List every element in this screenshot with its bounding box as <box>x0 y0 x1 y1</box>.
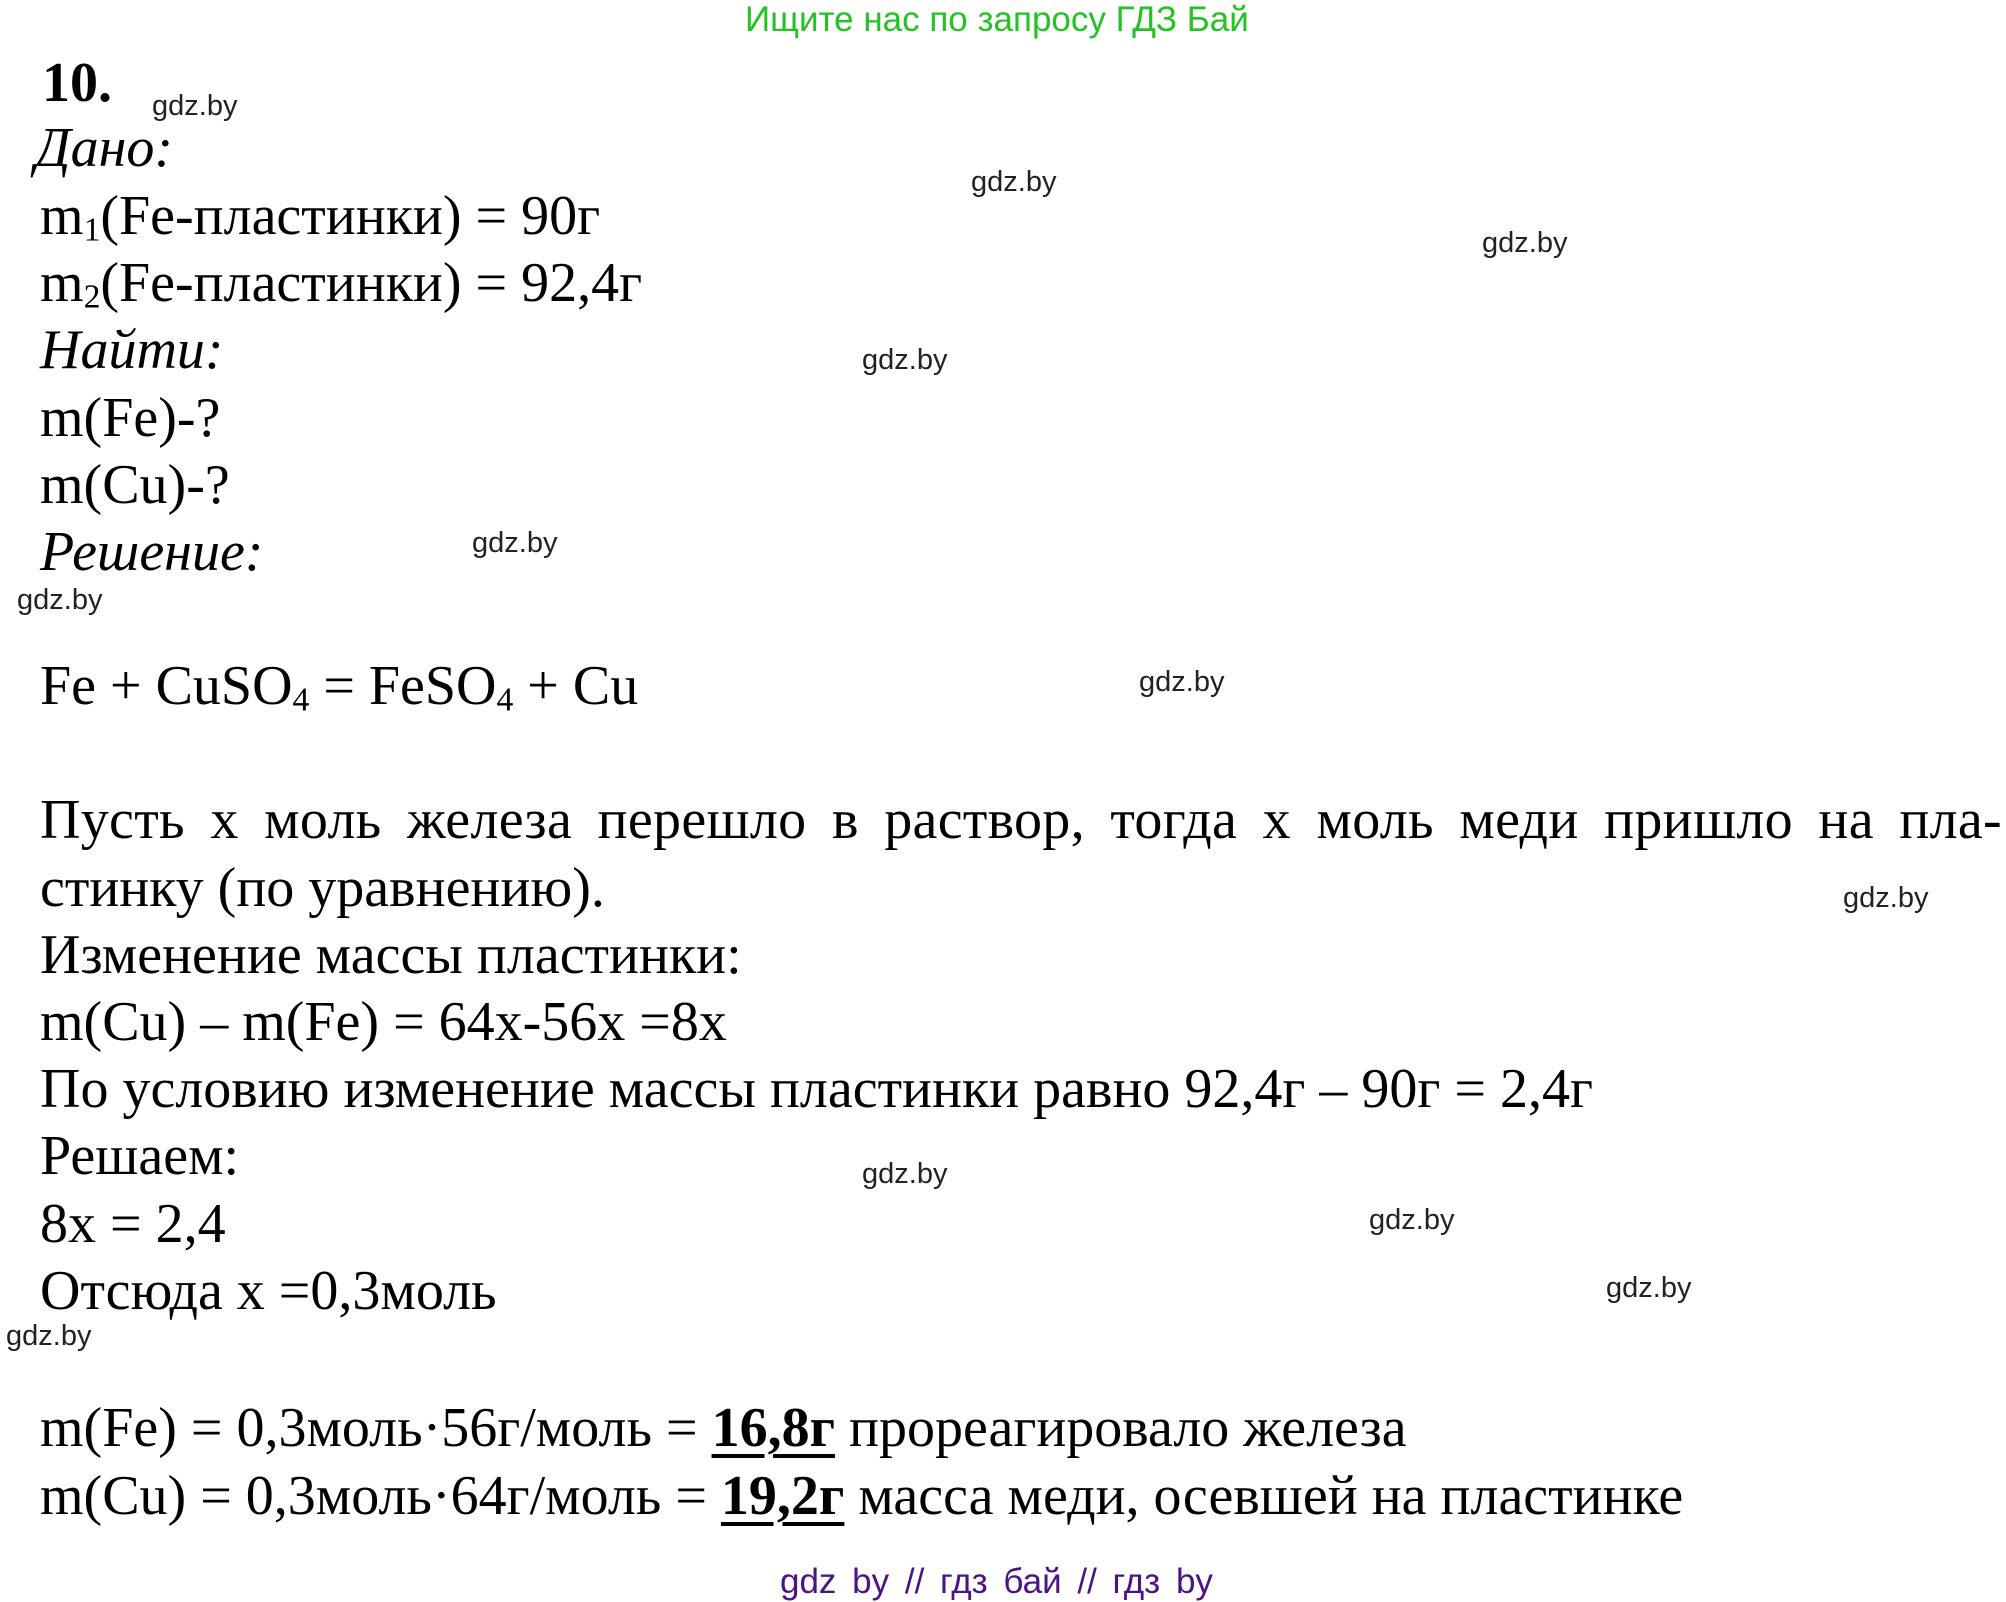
solution-line-7: 8x = 2,4 <box>40 1193 226 1255</box>
given-1-sub: 1 <box>83 211 101 249</box>
watermark: gdz.by <box>862 344 948 376</box>
eq-sub-1: 4 <box>292 681 310 719</box>
result-cu-pre: m(Cu) = 0,3моль·64г/моль = <box>40 1465 721 1527</box>
watermark: gdz.by <box>1369 1204 1455 1236</box>
watermark: gdz.by <box>472 527 558 559</box>
result-fe-pre: m(Fe) = 0,3моль·56г/моль = <box>40 1397 712 1459</box>
eq-part-3: + Cu <box>513 655 639 717</box>
footer-watermark: gdz by // гдз бай // гдз by <box>780 1562 1213 1601</box>
solution-line-2: стинку (по уравнению). <box>40 857 605 919</box>
watermark: gdz.by <box>1139 666 1225 698</box>
given-2-prefix: m <box>40 252 84 314</box>
eq-sub-2: 4 <box>496 681 514 719</box>
result-fe-answer: 16,8г <box>711 1397 835 1459</box>
solution-line-1: Пусть х моль железа перешло в раствор, тогда х моль меди пришло на пла- <box>40 789 2002 851</box>
watermark: gdz.by <box>6 1320 92 1352</box>
find-label: Найти: <box>40 319 224 381</box>
given-2-sub: 2 <box>83 278 101 316</box>
result-cu <box>40 1465 1684 1527</box>
eq-part-2: = FeSO <box>309 655 497 717</box>
watermark: gdz.by <box>1482 227 1568 259</box>
watermark: gdz.by <box>971 166 1057 198</box>
given-1-rest: (Fe-пластинки) = 90г <box>100 185 601 247</box>
solution-line-5: По условию изменение массы пластинки равно 92,4г – 90г = 2,4г <box>40 1058 1593 1120</box>
task-number: 10. <box>42 52 112 114</box>
given-line-2 <box>40 252 643 316</box>
watermark: gdz.by <box>862 1158 948 1190</box>
given-2-rest: (Fe-пластинки) = 92,4г <box>100 252 643 314</box>
solution-line-6: Решаем: <box>40 1125 240 1187</box>
solution-line-3: Изменение массы пластинки: <box>40 924 742 986</box>
solution-line-8: Отсюда x =0,3моль <box>40 1260 497 1322</box>
given-line-1 <box>40 185 601 249</box>
solution-label: Решение: <box>40 521 264 583</box>
result-cu-post: масса меди, осевшей на пластинке <box>844 1465 1684 1527</box>
watermark: gdz.by <box>152 90 238 122</box>
find-item-fe: m(Fe)-? <box>40 387 221 449</box>
given-1-prefix: m <box>40 185 84 247</box>
result-fe <box>40 1397 1407 1459</box>
watermark: gdz.by <box>1843 882 1929 914</box>
result-fe-post: прореагировало железа <box>835 1397 1407 1459</box>
eq-part-1: Fe + CuSO <box>40 655 293 717</box>
solution-line-4: m(Cu) – m(Fe) = 64x-56x =8x <box>40 991 727 1053</box>
result-cu-answer: 19,2г <box>720 1465 845 1527</box>
find-item-cu: m(Cu)-? <box>40 454 230 516</box>
watermark: gdz.by <box>17 584 103 616</box>
watermark: gdz.by <box>1606 1272 1692 1304</box>
reaction-equation <box>40 655 639 719</box>
search-prompt-header: Ищите нас по запросу ГДЗ Бай <box>745 0 1249 39</box>
given-label: Дано: <box>35 117 174 179</box>
